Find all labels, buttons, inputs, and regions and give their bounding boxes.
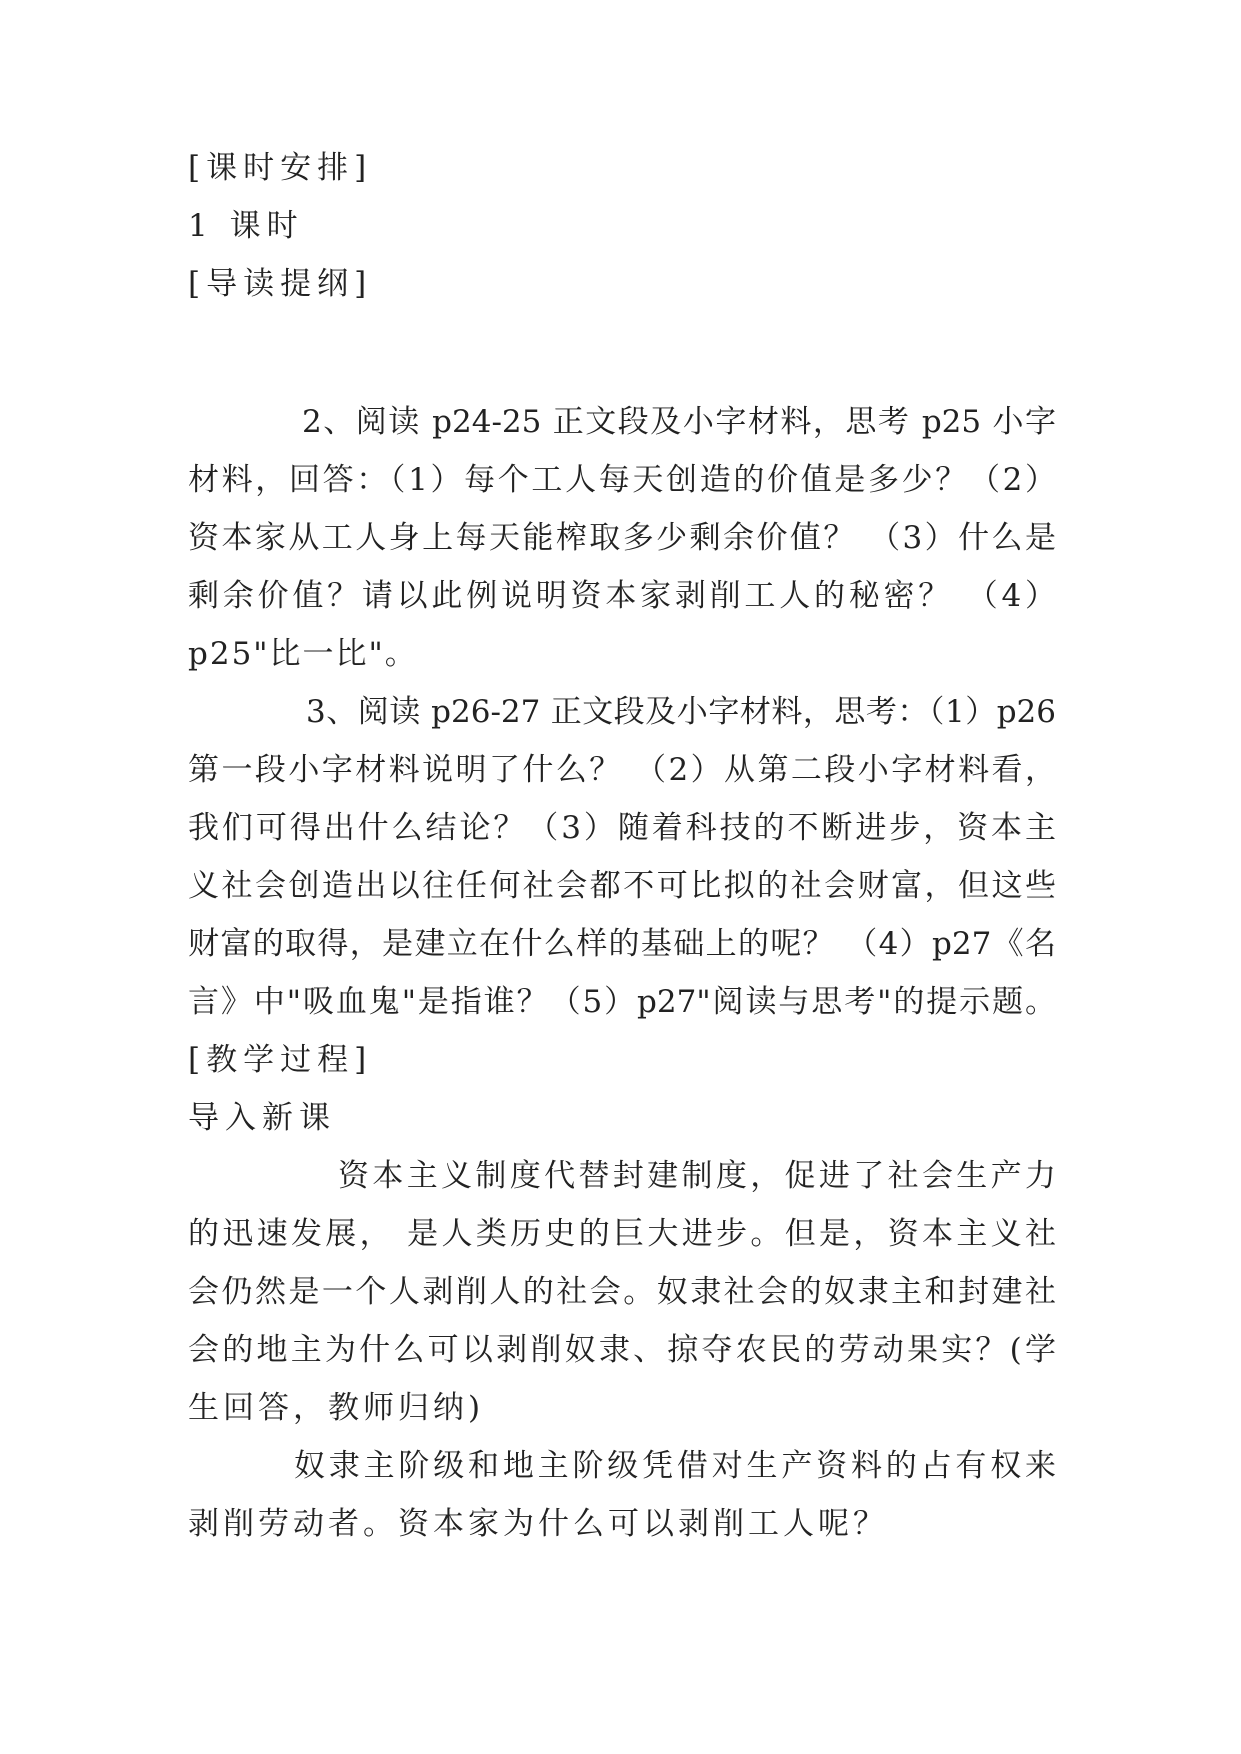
para1-line-1: 资本主义制度代替封建制度，促进了社会生产力 [338, 1158, 1056, 1194]
item3-line-3: 我们可得出什么结论？（3）随着科技的不断进步，资本主 [188, 810, 1056, 846]
item2-line-4: 剩余价值？请以此例说明资本家剥削工人的秘密？ （4） [188, 578, 1056, 614]
para1-line-4: 会的地主为什么可以剥削奴隶、掠夺农民的劳动果实？(学 [188, 1332, 1056, 1368]
item3-line-1: 3、阅读 p26-27 正文段及小字材料，思考：（1）p26 [306, 694, 1056, 730]
item3-line-5: 财富的取得，是建立在什么样的基础上的呢？ （4）p27《名 [188, 926, 1056, 962]
item2-line-3: 资本家从工人身上每天能榨取多少剩余价值？ （3）什么是 [188, 520, 1056, 556]
item2-line-2: 材料，回答：（1）每个工人每天创造的价值是多少？（2） [188, 462, 1056, 498]
para1-line-3: 会仍然是一个人剥削人的社会。奴隶社会的奴隶主和封建社 [188, 1274, 1056, 1310]
schedule-heading: [课时安排] [188, 150, 373, 186]
para2-line-1: 奴隶主阶级和地主阶级凭借对生产资料的占有权来 [294, 1448, 1056, 1484]
item3-line-2: 第一段小字材料说明了什么？ （2）从第二段小字材料看， [188, 752, 1056, 788]
para1-line-2: 的迅速发展， 是人类历史的巨大进步。但是，资本主义社 [188, 1216, 1056, 1252]
item2-line-5: p25"比一比"。 [188, 636, 418, 672]
process-heading: [教学过程] [188, 1042, 373, 1078]
schedule-value: 1 课时 [188, 208, 304, 244]
intro-heading: 导入新课 [188, 1100, 336, 1136]
item2-line-1: 2、阅读 p24-25 正文段及小字材料，思考 p25 小字 [302, 404, 1056, 440]
outline-heading: [导读提纲] [188, 266, 373, 302]
item3-line-6: 言》中"吸血鬼"是指谁？（5）p27"阅读与思考"的提示题。 [188, 984, 1056, 1020]
para1-line-5: 生回答，教师归纳) [188, 1390, 485, 1426]
item3-line-4: 义社会创造出以往任何社会都不可比拟的社会财富，但这些 [188, 868, 1056, 904]
para2-line-2: 剥削劳动者。资本家为什么可以剥削工人呢？ [188, 1506, 888, 1542]
